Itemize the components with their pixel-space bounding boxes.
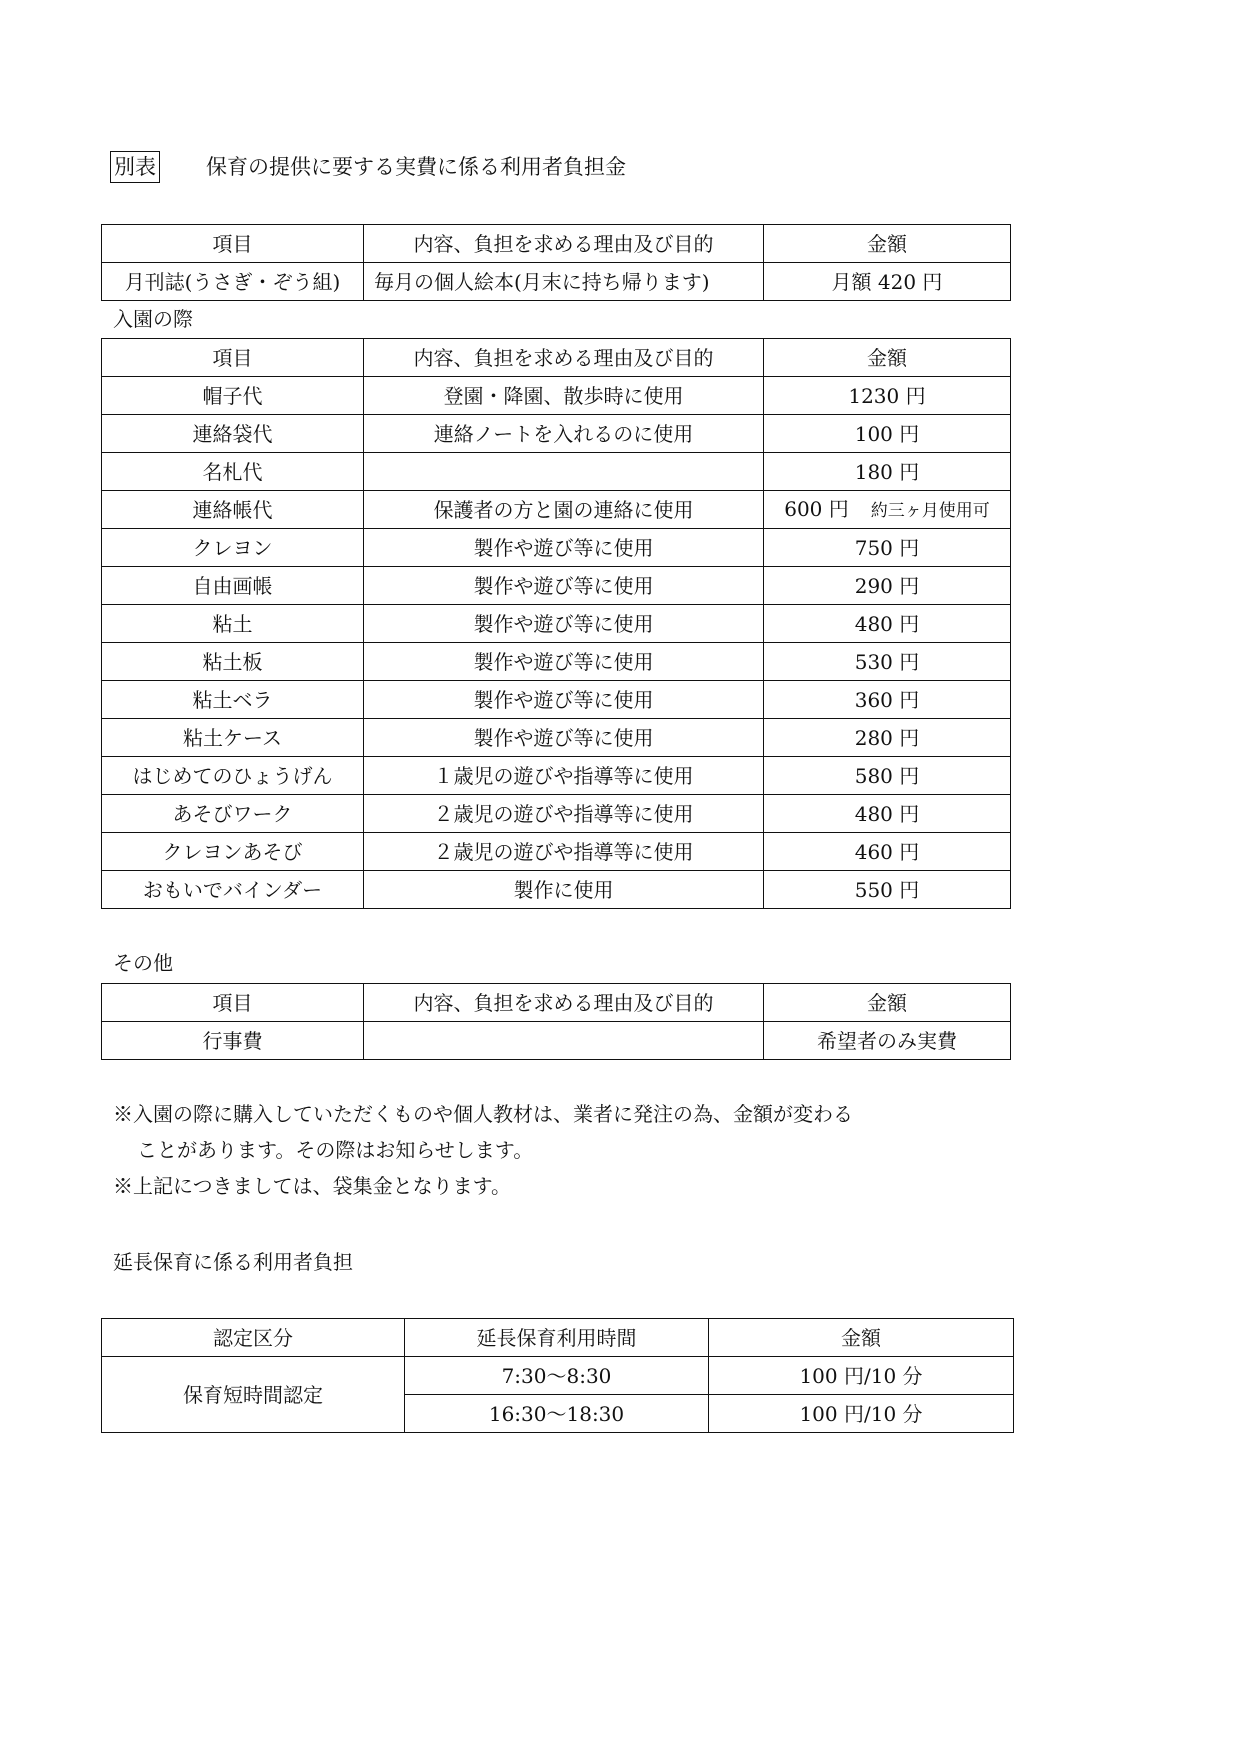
cell-content: 製作や遊び等に使用: [364, 605, 764, 643]
cell-amount: 550 円: [764, 871, 1011, 909]
cell-content: 製作や遊び等に使用: [364, 529, 764, 567]
cell-item: クレヨンあそび: [102, 833, 364, 871]
cell-item: 連絡袋代: [102, 415, 364, 453]
document-header: [110, 150, 626, 184]
header-content: 内容、負担を求める理由及び目的: [364, 339, 764, 377]
header-time: 延長保育利用時間: [405, 1319, 709, 1357]
cell-item: 粘土: [102, 605, 364, 643]
cell-content: ２歳児の遊びや指導等に使用: [364, 833, 764, 871]
extended-care-table: [101, 1318, 1014, 1433]
table-header-row: [102, 225, 1011, 263]
cell-amount: 100 円: [764, 415, 1011, 453]
cell-item: 粘土板: [102, 643, 364, 681]
cell-item: 行事費: [102, 1022, 364, 1060]
cell-content: 製作に使用: [364, 871, 764, 909]
cell-content: 連絡ノートを入れるのに使用: [364, 415, 764, 453]
amount-value: 600 円: [784, 496, 849, 521]
appendix-label: 別表: [110, 151, 160, 183]
other-fee-table: [101, 983, 1011, 1060]
other-section-label: その他: [113, 951, 173, 975]
table-header-row: [102, 984, 1011, 1022]
cell-content: [364, 453, 764, 491]
cell-amount: 290 円: [764, 567, 1011, 605]
cell-item: 粘土ケース: [102, 719, 364, 757]
cell-content: １歳児の遊びや指導等に使用: [364, 757, 764, 795]
cell-amount: 460 円: [764, 833, 1011, 871]
header-category: 認定区分: [102, 1319, 405, 1357]
cell-content: [364, 1022, 764, 1060]
table-row: [102, 1022, 1011, 1060]
note-line-3: ※上記につきましては、袋集金となります。: [113, 1174, 511, 1198]
cell-amount: 750 円: [764, 529, 1011, 567]
extended-care-title: 延長保育に係る利用者負担: [113, 1250, 353, 1274]
table-row: [102, 453, 1011, 491]
cell-item: クレヨン: [102, 529, 364, 567]
table-row: [102, 605, 1011, 643]
cell-content: ２歳児の遊びや指導等に使用: [364, 795, 764, 833]
cell-amount: 希望者のみ実費: [764, 1022, 1011, 1060]
table-row: [102, 1357, 1014, 1395]
cell-amount: 480 円: [764, 795, 1011, 833]
table-row: [102, 833, 1011, 871]
enrollment-section-label: 入園の際: [113, 307, 193, 331]
cell-time: 16:30～18:30: [405, 1395, 709, 1433]
cell-content: 製作や遊び等に使用: [364, 719, 764, 757]
header-item: 項目: [102, 984, 364, 1022]
table-row: [102, 415, 1011, 453]
cell-content: 製作や遊び等に使用: [364, 567, 764, 605]
table-row: [102, 757, 1011, 795]
cell-amount: 280 円: [764, 719, 1011, 757]
cell-item: はじめてのひょうげん: [102, 757, 364, 795]
header-amount: 金額: [764, 339, 1011, 377]
table-row: [102, 529, 1011, 567]
table-row: [102, 377, 1011, 415]
table-row: [102, 263, 1011, 301]
cell-item: あそびワーク: [102, 795, 364, 833]
cell-amount: 480 円: [764, 605, 1011, 643]
cell-item: 名札代: [102, 453, 364, 491]
cell-item: おもいでバインダー: [102, 871, 364, 909]
cell-content: 製作や遊び等に使用: [364, 643, 764, 681]
cell-amount: 100 円/10 分: [709, 1357, 1014, 1395]
cell-item: 連絡帳代: [102, 491, 364, 529]
cell-item: 帽子代: [102, 377, 364, 415]
cell-item: 自由画帳: [102, 567, 364, 605]
monthly-fee-table: [101, 224, 1011, 301]
header-item: 項目: [102, 339, 364, 377]
document-title: 保育の提供に要する実費に係る利用者負担金: [206, 155, 626, 179]
table-row: [102, 719, 1011, 757]
table-row: [102, 491, 1011, 529]
note-line-2: ことがあります。その際はお知らせします。: [137, 1138, 534, 1162]
header-item: 項目: [102, 225, 364, 263]
header-amount: 金額: [764, 984, 1011, 1022]
cell-item: 粘土ベラ: [102, 681, 364, 719]
header-content: 内容、負担を求める理由及び目的: [364, 225, 764, 263]
cell-time: 7:30～8:30: [405, 1357, 709, 1395]
table-row: [102, 643, 1011, 681]
enrollment-fee-table: [101, 338, 1011, 909]
cell-content: 毎月の個人絵本(月末に持ち帰ります): [364, 263, 764, 301]
header-amount: 金額: [764, 225, 1011, 263]
header-amount: 金額: [709, 1319, 1014, 1357]
cell-amount: 100 円/10 分: [709, 1395, 1014, 1433]
cell-amount: 月額 420 円: [764, 263, 1011, 301]
cell-category: 保育短時間認定: [102, 1357, 405, 1433]
note-line-1: ※入園の際に購入していただくものや個人教材は、業者に発注の為、金額が変わる: [113, 1102, 853, 1126]
cell-content: 登園・降園、散歩時に使用: [364, 377, 764, 415]
table-header-row: [102, 1319, 1014, 1357]
cell-amount: 360 円: [764, 681, 1011, 719]
cell-amount: 530 円: [764, 643, 1011, 681]
table-row: [102, 871, 1011, 909]
table-row: [102, 795, 1011, 833]
cell-content: 保護者の方と園の連絡に使用: [364, 491, 764, 529]
cell-amount: 1230 円: [764, 377, 1011, 415]
cell-amount: 180 円: [764, 453, 1011, 491]
table-row: [102, 567, 1011, 605]
table-row: [102, 681, 1011, 719]
cell-amount: 580 円: [764, 757, 1011, 795]
amount-note: 約三ヶ月使用可: [870, 500, 990, 521]
cell-content: 製作や遊び等に使用: [364, 681, 764, 719]
header-content: 内容、負担を求める理由及び目的: [364, 984, 764, 1022]
cell-item: 月刊誌(うさぎ・ぞう組): [102, 263, 364, 301]
table-header-row: [102, 339, 1011, 377]
cell-amount: [764, 491, 1011, 529]
